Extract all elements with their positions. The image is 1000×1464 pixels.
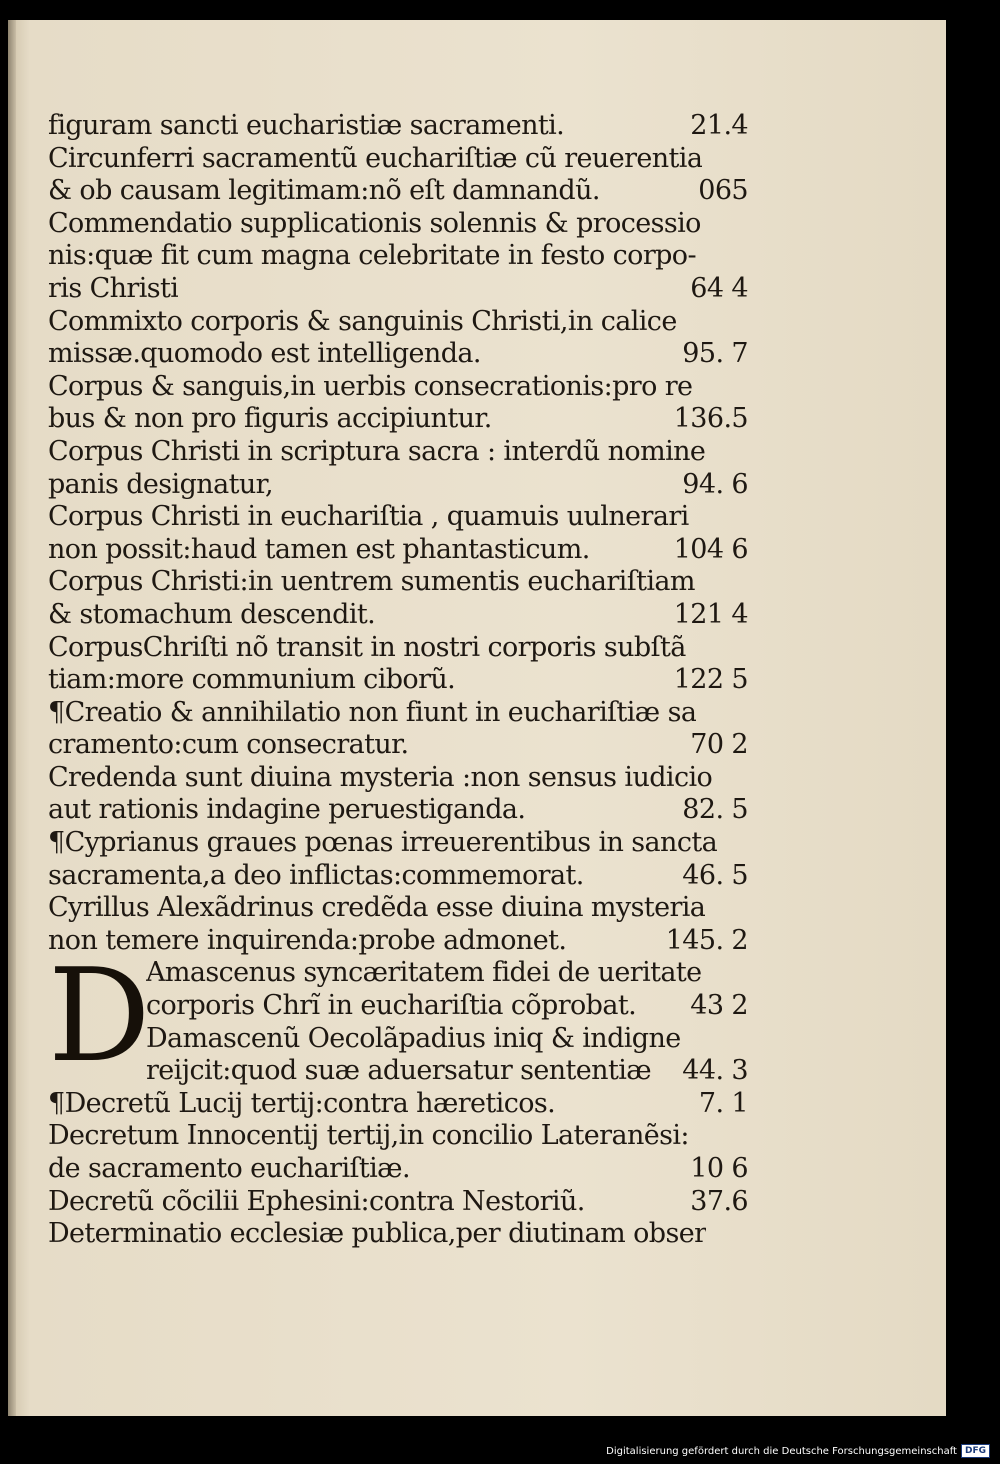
index-line — [146, 957, 748, 990]
page-reference: 121 4 — [673, 598, 748, 630]
index-line-text: & stomachum descendit. — [48, 598, 376, 630]
index-line-text: Commixto corporis & sanguinis Christi,in calice — [48, 305, 677, 337]
index-line — [146, 1023, 748, 1056]
index-line — [48, 892, 748, 925]
index-line-text: figuram sancti eucharistiæ sacramenti. — [48, 110, 565, 141]
index-line — [48, 762, 748, 795]
index-line-text: Commendatio supplicationis solennis & processio — [48, 207, 701, 239]
index-line-text: Corpus Christi:in uentrem sumentis euchariſtiam — [48, 566, 695, 598]
index-line — [48, 794, 748, 827]
index-line — [48, 143, 748, 176]
index-entries-c — [48, 110, 748, 957]
index-line — [48, 175, 748, 208]
page-reference: 136.5 — [673, 403, 748, 435]
index-line-text: CorpusChriſti nõ transit in nostri corporis subſtã — [48, 631, 686, 663]
index-line-text: ¶Decretũ Lucij tertij:contra hæreticos. — [48, 1087, 556, 1119]
index-line-text: Damascenũ Oecolãpadius iniq & indigne — [146, 1022, 681, 1054]
index-line — [48, 371, 748, 404]
index-line — [48, 240, 748, 273]
index-line-text: de sacramento euchariſtiæ. — [48, 1153, 410, 1184]
index-line — [48, 208, 748, 241]
index-line-text: ris Christi — [48, 272, 179, 304]
dfg-logo-icon: DFG — [961, 1444, 990, 1458]
index-line-text: Corpus Christi in euchariſtia , quamuis uulnerari — [48, 501, 689, 533]
index-line-text: corporis Chrĩ in euchariſtia cõprobat. — [146, 990, 637, 1022]
index-line-text: ¶Creatio & annihilatio non fiunt in euchariſtiæ sa — [48, 696, 697, 728]
index-line-text: Decretum Innocentij tertij,in concilio Lateranẽsi: — [48, 1120, 689, 1152]
index-line-text: Credenda sunt diuina mysteria :non sensus iudicio — [48, 761, 713, 793]
index-line — [48, 599, 748, 632]
page-reference: 82. 5 — [682, 794, 748, 826]
drop-cap-letter: D — [48, 942, 151, 1092]
index-line-text: Corpus Christi in scriptura sacra : interdũ nomine — [48, 435, 706, 467]
index-line-text: reijcit:quod suæ aduersatur sententiæ — [146, 1055, 652, 1087]
index-line-text: missæ.quomodo est intelligenda. — [48, 338, 481, 370]
page-reference: 145. 2 — [665, 924, 748, 956]
index-line — [48, 1120, 748, 1153]
index-line-text: non possit:haud tamen est phantasticum. — [48, 533, 590, 565]
index-line-text: panis designatur, — [48, 468, 273, 500]
index-text-block — [48, 110, 748, 1251]
index-entries-d — [48, 1088, 748, 1251]
page-reference: 7. 1 — [698, 1087, 748, 1119]
page-reference: 37.6 — [690, 1185, 748, 1217]
page-reference: 10 6 — [690, 1153, 748, 1184]
index-line-text: Amascenus syncæritatem fidei de ueritate — [146, 957, 702, 989]
index-line-text: aut rationis indagine peruestiganda. — [48, 794, 526, 826]
index-line-text: & ob causam legitimam:nõ eſt damnandũ. — [48, 175, 600, 207]
index-line-text: cramento:cum consecratur. — [48, 729, 409, 761]
index-line-text: nis:quæ fit cum magna celebritate in festo corpo- — [48, 240, 696, 272]
page-binding-edge — [8, 20, 16, 1416]
index-line — [48, 566, 748, 599]
index-line — [146, 990, 748, 1023]
index-line — [48, 501, 748, 534]
page-reference: 104 6 — [673, 533, 748, 565]
index-line — [48, 664, 748, 697]
index-line-text: Corpus & sanguis,in uerbis consecrationis:pro re — [48, 370, 693, 402]
index-line — [48, 632, 748, 665]
index-line — [48, 1186, 748, 1219]
index-line — [48, 1153, 748, 1186]
index-line-text: Determinatio ecclesiæ publica,per diutinam obser — [48, 1218, 707, 1250]
page-reference: 64 4 — [690, 272, 748, 304]
index-line — [48, 925, 748, 958]
page-reference: 43 2 — [690, 990, 748, 1022]
page-reference: 95. 7 — [682, 338, 748, 370]
page-reference: 44. 3 — [682, 1055, 748, 1087]
index-line — [48, 1088, 748, 1121]
index-line-text: Circunferri sacramentũ euchariſtiæ cũ reuerentia — [48, 142, 703, 174]
index-line — [48, 110, 748, 143]
index-line — [48, 534, 748, 567]
index-line — [48, 403, 748, 436]
index-line — [48, 729, 748, 762]
index-line — [48, 697, 748, 730]
index-entries-d-initial — [48, 957, 748, 1087]
book-page — [8, 20, 946, 1416]
index-line-text: non temere inquirenda:probe admonet. — [48, 924, 567, 956]
index-line — [48, 860, 748, 893]
page-reference: 46. 5 — [682, 859, 748, 891]
drop-cap-section — [48, 942, 748, 1092]
index-line — [146, 1055, 748, 1088]
footer-credit: Digitalisierung gefördert durch die Deutsche Forschungsgemeinschaft — [606, 1445, 957, 1457]
index-line — [48, 827, 748, 860]
index-line — [48, 1218, 748, 1251]
index-line-text: Decretũ cõcilii Ephesini:contra Nestoriũ. — [48, 1185, 585, 1217]
index-line — [48, 338, 748, 371]
page-reference: 122 5 — [673, 664, 748, 696]
index-line-text: sacramenta,a deo inflictas:commemorat. — [48, 859, 584, 891]
index-line — [48, 306, 748, 339]
index-line-text: tiam:more communium ciborũ. — [48, 664, 456, 696]
index-line-text: bus & non pro figuris accipiuntur. — [48, 403, 492, 435]
page-reference: 70 2 — [690, 729, 748, 761]
index-line — [48, 273, 748, 306]
page-reference: 21.4 — [690, 110, 748, 141]
index-line — [48, 436, 748, 469]
index-line — [48, 469, 748, 502]
index-line-text: Cyrillus Alexãdrinus credẽda esse diuina mysteria — [48, 892, 706, 924]
page-reference: 94. 6 — [682, 468, 748, 500]
page-reference: 065 — [698, 175, 748, 207]
index-line-text: ¶Cyprianus graues pœnas irreuerentibus in sancta — [48, 827, 718, 859]
digitization-footer — [606, 1444, 990, 1458]
